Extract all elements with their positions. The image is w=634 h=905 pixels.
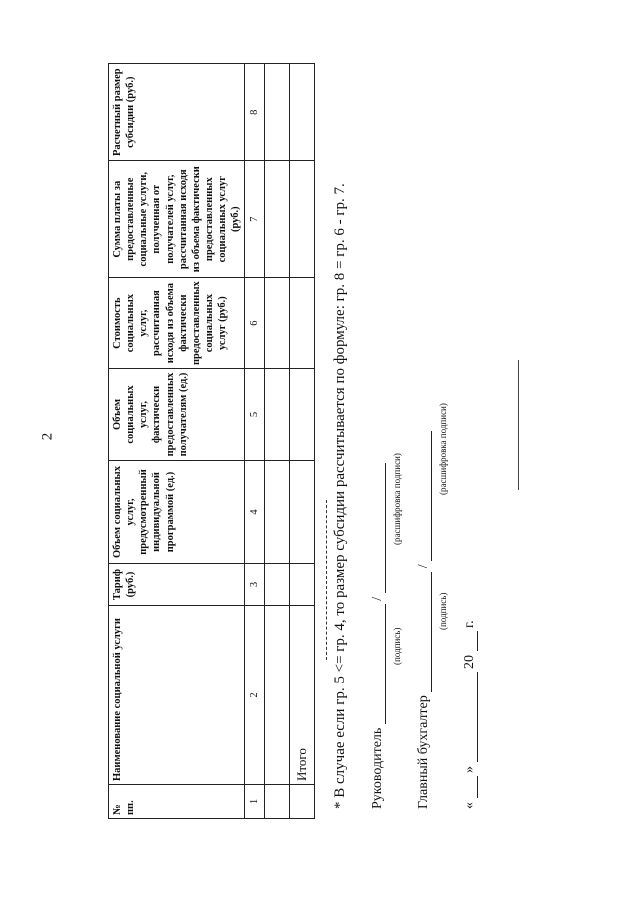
table-cell[interactable] [290,64,315,161]
table-cell[interactable] [290,161,315,278]
table-cell[interactable] [265,369,290,461]
head-signature-caption: (подпись) [392,627,402,665]
date-close-quote: » [462,766,477,773]
head-slash: / [370,596,385,601]
total-label: Итого [290,606,315,785]
table-header-row [109,64,245,819]
header-planned-volume: Объем социальных услуг, предусмотренный индивидуальной программой (ед.) [109,461,245,564]
table-cell[interactable] [265,785,290,819]
head-decoding-caption: (расшифровка подписи) [392,453,402,545]
col-number-8: 8 [245,64,265,161]
col-number-2: 2 [245,606,265,785]
table-cell[interactable] [290,278,315,369]
header-actual-volume: Объем социальных услуг, фактически предоставленных получателям (ед.) [109,369,245,461]
table-cell[interactable] [265,564,290,606]
accountant-signature-field[interactable] [431,572,432,692]
date-year-prefix: 20 [462,655,477,669]
page-number: 2 [39,432,56,441]
head-decoding-field[interactable] [385,463,386,593]
table-cell[interactable] [290,564,315,606]
header-tariff: Тариф (руб.) [109,564,245,606]
table-cell[interactable] [265,461,290,564]
table-cell[interactable] [265,278,290,369]
accountant-signature-caption: (подпись) [438,592,448,630]
head-signature-line [370,463,386,809]
date-year-suffix: г. [462,620,477,628]
header-payment-sum: Сумма платы за предоставленные социальные услуги, полученная от получателей услуг, рассчитанная исходя из объема фактически предоставленных социальных услуг (руб.) [109,161,245,278]
col-number-6: 6 [245,278,265,369]
col-number-3: 3 [245,564,265,606]
date-year-field[interactable] [477,632,478,652]
accountant-slash: / [416,564,431,569]
table-number-row [245,64,265,819]
col-number-4: 4 [245,461,265,564]
col-number-5: 5 [245,369,265,461]
col-number-7: 7 [245,161,265,278]
table-cell [290,785,315,819]
head-signature-field[interactable] [385,604,386,724]
table-cell[interactable] [265,606,290,785]
col-number-1: 1 [245,785,265,819]
subsidy-table [108,63,315,819]
date-open-quote: « [462,802,477,809]
table-cell[interactable] [265,161,290,278]
footnote-text: * В случае если гр. 5 <= гр. 4, то размер субсидии рассчитывается по формуле: гр. 8 = гр. 6 - гр. 7. [332,183,348,809]
table-cell[interactable] [265,64,290,161]
date-line [462,620,478,809]
header-subsidy: Расчетный размер субсидии (руб.) [109,64,245,161]
table-total-row [290,64,315,819]
head-label: Руководитель [370,727,385,809]
table-row [265,64,290,819]
header-number: № пп. [109,785,245,819]
table-cell[interactable] [290,461,315,564]
blank-rule [518,360,519,490]
header-cost: Стоимость социальных услуг, рассчитанная исходя из объема фактически предоставленных социальных услуг (руб.) [109,278,245,369]
table-cell[interactable] [290,369,315,461]
accountant-decoding-caption: (расшифровка подписи) [438,403,448,495]
accountant-label: Главный бухгалтер [416,695,431,809]
footnote-divider [326,500,327,660]
date-day-field[interactable] [477,777,478,799]
date-month-field[interactable] [477,673,478,763]
header-service-name: Наименование социальной услуги [109,606,245,785]
accountant-decoding-field[interactable] [431,431,432,561]
accountant-signature-line [416,431,432,809]
